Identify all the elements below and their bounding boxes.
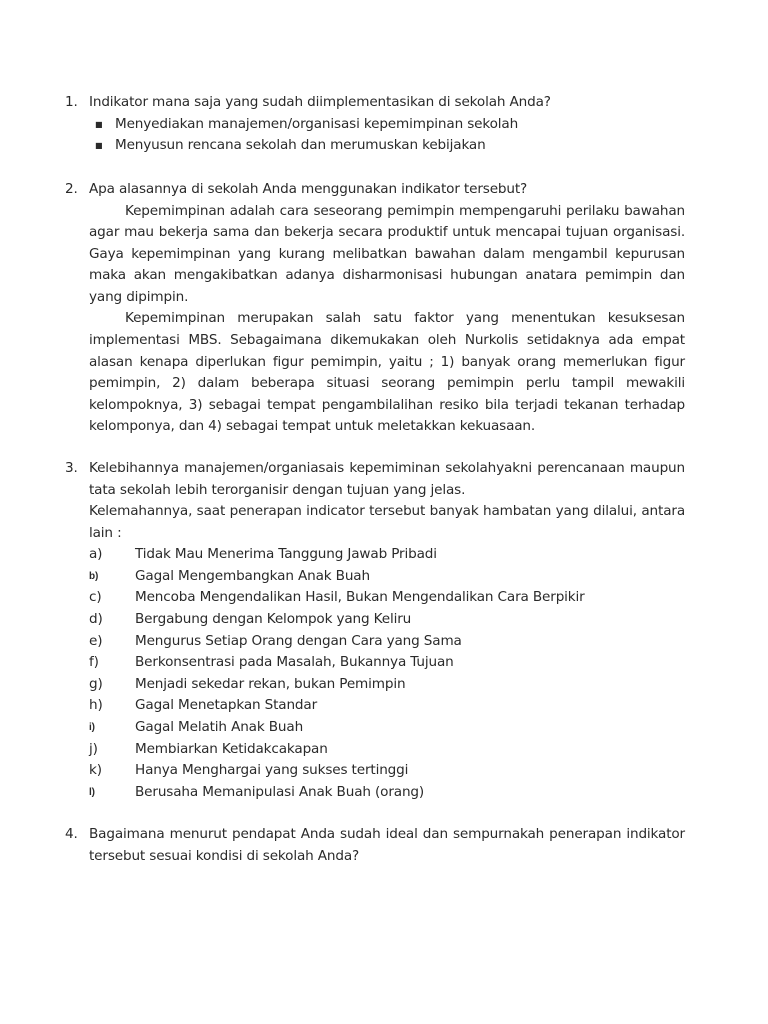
question-3-text: Kelebihannya manajemen/organiasais kepemiminan sekolahyakni perencanaan maupun tata sekolah lebih terorganisir dengan tujuan yang jelas. — [89, 460, 685, 498]
question-1-number: 1. — [65, 94, 78, 110]
list-item — [89, 609, 685, 631]
question-1-bullet-list — [65, 114, 685, 157]
square-bullet-icon: ■ — [95, 119, 103, 129]
question-2-text: Apa alasannya di sekolah Anda menggunakan indikator tersebut? — [89, 181, 528, 197]
question-2-number: 2. — [65, 181, 78, 197]
question-2-answer — [89, 201, 685, 439]
item-text: Menjadi sekedar rekan, bukan Pemimpin — [135, 675, 406, 692]
question-3-answer — [89, 501, 685, 544]
square-bullet-icon: ■ — [95, 141, 103, 150]
item-text: Gagal Mengembangkan Anak Buah — [135, 567, 370, 584]
item-text: Membiarkan Ketidakcakapan — [135, 740, 328, 757]
item-letter: h) — [89, 697, 103, 714]
item-letter: l) — [89, 786, 95, 798]
list-item — [89, 782, 685, 804]
bullet-text: Menyusun rencana sekolah dan merumuskan kebijakan — [115, 137, 486, 153]
question-2 — [65, 179, 685, 438]
question-3 — [65, 458, 685, 803]
bullet-text: Menyediakan manajemen/organisasi kepemimpinan sekolah — [115, 115, 519, 132]
list-item — [89, 695, 685, 717]
list-item — [89, 544, 685, 566]
list-item — [89, 674, 685, 696]
item-letter: j) — [89, 740, 98, 757]
question-4 — [65, 824, 685, 867]
item-letter: g) — [89, 675, 103, 692]
item-text: Bergabung dengan Kelompok yang Keliru — [135, 610, 412, 627]
item-letter: e) — [89, 632, 103, 649]
item-text: Gagal Menetapkan Standar — [135, 697, 318, 714]
list-item — [89, 717, 685, 739]
list-item — [65, 135, 685, 157]
question-4-number: 4. — [65, 826, 78, 842]
question-1 — [65, 92, 685, 157]
list-item — [89, 652, 685, 674]
item-letter: a) — [89, 546, 103, 563]
question-3-number: 3. — [65, 460, 78, 476]
item-text: Berkonsentrasi pada Masalah, Bukannya Tujuan — [135, 654, 454, 671]
list-item — [89, 566, 685, 588]
item-text: Berusaha Memanipulasi Anak Buah (orang) — [135, 783, 425, 800]
list-item — [89, 587, 685, 609]
item-letter: i) — [89, 721, 95, 733]
item-letter: c) — [89, 589, 102, 606]
weakness-intro: Kelemahannya, saat penerapan indicator tersebut banyak hambatan yang dilalui, antara lain : — [89, 503, 685, 541]
answer-paragraph-2: Kepemimpinan merupakan salah satu faktor yang menentukan kesuksesan implementasi MBS. Sebagaimana dikemukakan oleh Nurkolis setidaknya ada empat alasan kenapa diperlukan figur pemimpin, yaitu ; 1) banyak orang memerlukan figur pemimpin, 2) dalam beberapa situasi seorang pemimpin perlu tampil mewakili kelompoknya, 3) sebagai tempat pengambilalihan resiko bila terjadi tekanan terhadap kelomponya, dan 4) sebagai tempat untuk meletakkan kekuasaan. — [89, 310, 685, 435]
item-letter: d) — [89, 610, 103, 627]
item-text: Hanya Menghargai yang sukses tertinggi — [135, 762, 409, 779]
list-item — [89, 760, 685, 782]
question-1-text: Indikator mana saja yang sudah diimplementasikan di sekolah Anda? — [89, 94, 551, 110]
item-text: Gagal Melatih Anak Buah — [135, 718, 304, 735]
item-text: Mencoba Mengendalikan Hasil, Bukan Mengendalikan Cara Berpikir — [135, 589, 585, 606]
obstacle-list — [89, 544, 685, 803]
list-item — [89, 739, 685, 761]
item-letter: b) — [89, 570, 99, 582]
item-text: Tidak Mau Menerima Tanggung Jawab Pribadi — [135, 546, 437, 563]
question-4-text: Bagaimana menurut pendapat Anda sudah ideal dan sempurnakah penerapan indikator tersebut sesuai kondisi di sekolah Anda? — [89, 826, 685, 864]
answer-paragraph-1: Kepemimpinan adalah cara seseorang pemimpin mempengaruhi perilaku bawahan agar mau bekerja sama dan bekerja secara produktif untuk mencapai tujuan organisasi. Gaya kepemimpinan yang kurang melibatkan bawahan dalam mengambil kepurusan maka akan mengakibatkan adanya disharmonisasi hubungan anatara pemimpin dan yang dipimpin. — [89, 202, 685, 305]
item-letter: k) — [89, 762, 102, 779]
item-letter: f) — [89, 654, 99, 671]
list-item — [65, 114, 685, 136]
item-text: Mengurus Setiap Orang dengan Cara yang Sama — [135, 632, 462, 649]
list-item — [89, 631, 685, 653]
